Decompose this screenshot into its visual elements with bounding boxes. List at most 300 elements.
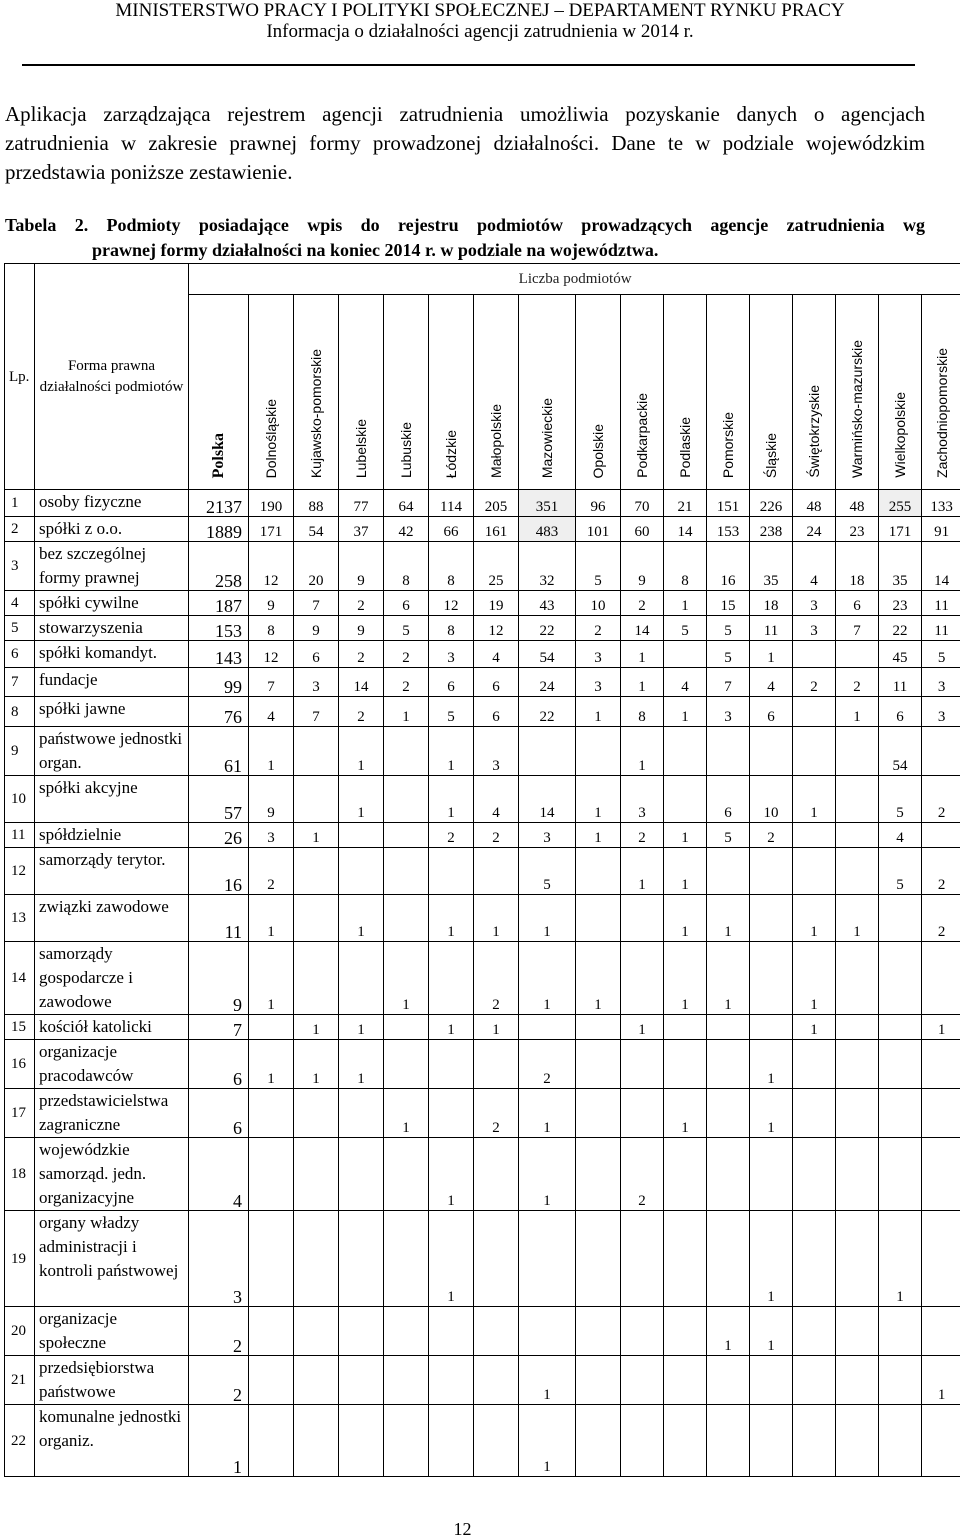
row-legal-form: spółdzielnie — [35, 823, 189, 848]
row-number: 6 — [5, 641, 35, 668]
cell-value — [922, 1307, 960, 1356]
cell-value: 3 — [576, 668, 621, 697]
cell-value: 1 — [750, 1040, 793, 1089]
cell-value: 2 — [339, 591, 384, 616]
cell-value: 1 — [429, 1015, 474, 1040]
cell-value — [664, 1040, 707, 1089]
cell-value — [836, 1405, 879, 1477]
cell-value — [793, 1089, 836, 1138]
row-number: 7 — [5, 668, 35, 697]
cell-value: 5 — [879, 776, 922, 823]
cell-value — [576, 895, 621, 942]
cell-value — [664, 1356, 707, 1405]
table-row — [5, 1211, 960, 1307]
table-row — [5, 727, 960, 776]
column-header-label: Lubelskie — [352, 419, 370, 478]
column-header-label: Śląskie — [762, 433, 780, 478]
cell-value: 18 — [750, 591, 793, 616]
cell-value — [519, 1015, 576, 1040]
cell-value: 7 — [294, 591, 339, 616]
cell-value: 1 — [793, 895, 836, 942]
cell-value — [621, 1211, 664, 1307]
column-header-label: Polska — [210, 433, 228, 478]
cell-value — [836, 848, 879, 895]
cell-value — [793, 1307, 836, 1356]
cell-value: 4 — [474, 776, 519, 823]
cell-value — [474, 1040, 519, 1089]
cell-value: 1 — [621, 848, 664, 895]
row-legal-form: spółki z o.o. — [35, 517, 189, 542]
cell-value — [576, 1089, 621, 1138]
cell-value — [750, 895, 793, 942]
cell-value: 5 — [707, 641, 750, 668]
cell-value: 35 — [750, 542, 793, 591]
row-number: 9 — [5, 727, 35, 776]
cell-value — [576, 1307, 621, 1356]
cell-value — [836, 1138, 879, 1211]
row-number: 13 — [5, 895, 35, 942]
row-number: 11 — [5, 823, 35, 848]
cell-value: 1 — [750, 1211, 793, 1307]
cell-value — [922, 1089, 960, 1138]
cell-value: 88 — [294, 490, 339, 517]
cell-value: 7 — [707, 668, 750, 697]
row-number: 19 — [5, 1211, 35, 1307]
cell-value — [707, 848, 750, 895]
column-header-label: Podlaskie — [676, 417, 694, 478]
cell-value — [922, 1040, 960, 1089]
row-legal-form: państwowe jednostki organ. — [35, 727, 189, 776]
column-header — [707, 295, 750, 490]
cell-value — [879, 1015, 922, 1040]
cell-value: 238 — [750, 517, 793, 542]
report-subtitle: Informacja o działalności agencji zatrudnienia w 2014 r. — [0, 22, 960, 42]
cell-value — [793, 1356, 836, 1405]
cell-value: 1 — [922, 1356, 960, 1405]
row-number: 12 — [5, 848, 35, 895]
cell-value: 6 — [750, 697, 793, 727]
cell-value: 1 — [879, 1211, 922, 1307]
cell-value — [707, 1405, 750, 1477]
row-legal-form: wojewódzkie samorząd. jedn. organizacyjne — [35, 1138, 189, 1211]
cell-value: 20 — [294, 542, 339, 591]
cell-value: 24 — [793, 517, 836, 542]
cell-value: 5 — [879, 848, 922, 895]
column-header — [664, 295, 707, 490]
cell-value — [339, 1138, 384, 1211]
cell-polska: 76 — [189, 697, 249, 727]
cell-value: 77 — [339, 490, 384, 517]
cell-value: 16 — [707, 542, 750, 591]
cell-value — [621, 1405, 664, 1477]
cell-value: 1 — [664, 848, 707, 895]
cell-value: 14 — [664, 517, 707, 542]
cell-value — [793, 1211, 836, 1307]
cell-value: 5 — [519, 848, 576, 895]
cell-value: 11 — [879, 668, 922, 697]
column-header — [474, 295, 519, 490]
cell-value: 8 — [429, 616, 474, 641]
cell-value — [384, 823, 429, 848]
cell-value: 37 — [339, 517, 384, 542]
cell-value — [836, 1015, 879, 1040]
table-row — [5, 1015, 960, 1040]
row-number: 15 — [5, 1015, 35, 1040]
cell-value: 1 — [339, 1015, 384, 1040]
cell-value: 1 — [519, 1356, 576, 1405]
cell-value — [384, 1015, 429, 1040]
cell-polska: 26 — [189, 823, 249, 848]
table-row — [5, 668, 960, 697]
cell-value — [339, 1307, 384, 1356]
cell-value: 3 — [474, 727, 519, 776]
column-header — [519, 295, 576, 490]
cell-value: 1 — [519, 1405, 576, 1477]
cell-value: 3 — [249, 823, 294, 848]
column-header — [249, 295, 294, 490]
cell-value: 22 — [519, 616, 576, 641]
cell-value: 1 — [249, 895, 294, 942]
cell-value: 1 — [621, 641, 664, 668]
cell-value — [750, 1356, 793, 1405]
cell-value — [879, 1089, 922, 1138]
cell-value: 3 — [707, 697, 750, 727]
cell-value — [836, 1040, 879, 1089]
cell-value: 2 — [576, 616, 621, 641]
row-number: 22 — [5, 1405, 35, 1477]
row-legal-form: przedstawicielstwa zagraniczne — [35, 1089, 189, 1138]
cell-value: 1 — [576, 823, 621, 848]
row-legal-form: spółki jawne — [35, 697, 189, 727]
column-header-label: Dolnośląskie — [262, 399, 280, 478]
cell-value: 4 — [750, 668, 793, 697]
cell-value — [664, 1405, 707, 1477]
cell-value: 66 — [429, 517, 474, 542]
cell-value: 18 — [836, 542, 879, 591]
cell-value — [429, 1040, 474, 1089]
table-row — [5, 1138, 960, 1211]
table-row — [5, 591, 960, 616]
cell-value: 4 — [664, 668, 707, 697]
cell-value: 1 — [519, 1138, 576, 1211]
cell-value: 1 — [793, 776, 836, 823]
cell-value: 6 — [384, 591, 429, 616]
column-header — [836, 295, 879, 490]
cell-value — [384, 1138, 429, 1211]
cell-value — [576, 1015, 621, 1040]
cell-value: 5 — [707, 616, 750, 641]
cell-value: 4 — [793, 542, 836, 591]
page-number: 12 — [0, 1519, 925, 1540]
cell-value — [750, 1138, 793, 1211]
cell-value: 11 — [922, 591, 960, 616]
cell-value: 25 — [474, 542, 519, 591]
cell-value — [793, 641, 836, 668]
cell-value: 9 — [621, 542, 664, 591]
cell-value: 3 — [519, 823, 576, 848]
cell-value — [922, 727, 960, 776]
row-legal-form: samorządy terytor. — [35, 848, 189, 895]
cell-value: 190 — [249, 490, 294, 517]
cell-value — [429, 848, 474, 895]
cell-value — [339, 1405, 384, 1477]
column-header — [750, 295, 793, 490]
cell-polska: 6 — [189, 1040, 249, 1089]
cell-value: 2 — [621, 823, 664, 848]
cell-value — [294, 727, 339, 776]
cell-value: 2 — [922, 776, 960, 823]
cell-polska: 11 — [189, 895, 249, 942]
column-header-label: Wielkopolskie — [891, 392, 909, 478]
cell-value — [429, 942, 474, 1015]
cell-value: 151 — [707, 490, 750, 517]
column-header-label: Kujawsko-pomorskie — [307, 349, 325, 478]
cell-value: 3 — [621, 776, 664, 823]
cell-value: 19 — [474, 591, 519, 616]
cell-value — [707, 1138, 750, 1211]
row-legal-form: stowarzyszenia — [35, 616, 189, 641]
row-legal-form: spółki komandyt. — [35, 641, 189, 668]
cell-value: 1 — [664, 1089, 707, 1138]
table-row — [5, 1040, 960, 1089]
column-header-label: Małopolskie — [487, 404, 505, 478]
cell-value: 1 — [384, 942, 429, 1015]
cell-value — [707, 1089, 750, 1138]
table-row — [5, 517, 960, 542]
cell-value: 43 — [519, 591, 576, 616]
cell-value — [474, 1356, 519, 1405]
cell-value: 1 — [519, 895, 576, 942]
cell-value — [664, 727, 707, 776]
cell-polska: 99 — [189, 668, 249, 697]
cell-value: 54 — [294, 517, 339, 542]
column-header — [576, 295, 621, 490]
cell-value — [339, 848, 384, 895]
cell-value: 1 — [621, 668, 664, 697]
cell-value: 42 — [384, 517, 429, 542]
cell-polska: 4 — [189, 1138, 249, 1211]
cell-value: 1 — [836, 895, 879, 942]
table-row — [5, 616, 960, 641]
cell-value: 7 — [836, 616, 879, 641]
cell-value: 5 — [922, 641, 960, 668]
cell-value — [879, 1356, 922, 1405]
cell-value — [294, 776, 339, 823]
cell-value: 48 — [836, 490, 879, 517]
cell-polska: 258 — [189, 542, 249, 591]
cell-value: 1 — [249, 942, 294, 1015]
cell-value: 3 — [922, 697, 960, 727]
cell-value: 9 — [339, 616, 384, 641]
cell-value: 1 — [339, 1040, 384, 1089]
cell-value — [621, 895, 664, 942]
cell-value: 1 — [750, 1307, 793, 1356]
column-header-label: Świętokrzyskie — [805, 385, 823, 478]
cell-value — [384, 1307, 429, 1356]
cell-value — [836, 1307, 879, 1356]
cell-value: 15 — [707, 591, 750, 616]
cell-value — [294, 1211, 339, 1307]
cell-value — [793, 727, 836, 776]
cell-value — [384, 1356, 429, 1405]
cell-value: 14 — [922, 542, 960, 591]
cell-value — [836, 641, 879, 668]
cell-value — [750, 727, 793, 776]
cell-polska: 57 — [189, 776, 249, 823]
table-caption-line-2: prawnej formy działalności na koniec 2014 r. w podziale na województwa. — [5, 238, 925, 263]
cell-value: 7 — [249, 668, 294, 697]
cell-value: 1 — [922, 1015, 960, 1040]
cell-value: 226 — [750, 490, 793, 517]
table-row — [5, 1089, 960, 1138]
row-legal-form: fundacje — [35, 668, 189, 697]
cell-value — [339, 1211, 384, 1307]
cell-value: 1 — [339, 727, 384, 776]
cell-value: 1 — [429, 776, 474, 823]
column-header-label: Zachodniopomorskie — [933, 348, 951, 478]
cell-value — [793, 1040, 836, 1089]
cell-value: 22 — [879, 616, 922, 641]
cell-value — [707, 1211, 750, 1307]
cell-value: 171 — [249, 517, 294, 542]
row-number: 8 — [5, 697, 35, 727]
cell-value: 483 — [519, 517, 576, 542]
cell-value: 6 — [429, 668, 474, 697]
cell-value — [836, 1211, 879, 1307]
cell-value: 1 — [384, 1089, 429, 1138]
cell-value — [294, 942, 339, 1015]
cell-value: 1 — [664, 697, 707, 727]
cell-polska: 153 — [189, 616, 249, 641]
cell-value: 2 — [384, 668, 429, 697]
row-number: 5 — [5, 616, 35, 641]
column-header — [621, 295, 664, 490]
cell-value: 5 — [576, 542, 621, 591]
cell-value — [576, 1211, 621, 1307]
table-caption-line-1: Tabela 2. Podmioty posiadające wpis do rejestru podmiotów prowadzących agencje zatrudnienia wg — [5, 213, 925, 238]
cell-value — [707, 727, 750, 776]
cell-value: 45 — [879, 641, 922, 668]
cell-value — [384, 776, 429, 823]
cell-value — [294, 1405, 339, 1477]
cell-value — [707, 1040, 750, 1089]
cell-value — [294, 848, 339, 895]
cell-value — [879, 1405, 922, 1477]
cell-value: 1 — [707, 942, 750, 1015]
cell-value: 96 — [576, 490, 621, 517]
row-number: 2 — [5, 517, 35, 542]
cell-value — [294, 1089, 339, 1138]
row-number: 20 — [5, 1307, 35, 1356]
cell-value: 1 — [664, 895, 707, 942]
row-number: 10 — [5, 776, 35, 823]
cell-value: 5 — [384, 616, 429, 641]
cell-value — [384, 848, 429, 895]
row-legal-form: osoby fizyczne — [35, 490, 189, 517]
cell-value — [664, 1015, 707, 1040]
cell-value — [879, 1138, 922, 1211]
cell-value: 1 — [836, 697, 879, 727]
cell-polska: 16 — [189, 848, 249, 895]
cell-value — [664, 1307, 707, 1356]
cell-value: 2 — [339, 641, 384, 668]
cell-value: 1 — [793, 942, 836, 1015]
cell-value — [621, 942, 664, 1015]
cell-polska: 2 — [189, 1307, 249, 1356]
cell-value — [249, 1089, 294, 1138]
cell-polska: 9 — [189, 942, 249, 1015]
cell-value: 4 — [879, 823, 922, 848]
cell-value — [922, 942, 960, 1015]
row-legal-form: komunalne jednostki organiz. — [35, 1405, 189, 1477]
column-header-label: Mazowieckie — [538, 398, 556, 478]
cell-value — [474, 1405, 519, 1477]
cell-value: 114 — [429, 490, 474, 517]
cell-value: 1 — [249, 727, 294, 776]
row-legal-form: spółki cywilne — [35, 591, 189, 616]
cell-polska: 1889 — [189, 517, 249, 542]
cell-value — [474, 1211, 519, 1307]
cell-value — [793, 1138, 836, 1211]
cell-value — [664, 641, 707, 668]
cell-value: 54 — [519, 641, 576, 668]
cell-value — [836, 942, 879, 1015]
cell-value: 91 — [922, 517, 960, 542]
cell-value — [294, 895, 339, 942]
cell-value: 21 — [664, 490, 707, 517]
table-body — [5, 490, 960, 1477]
column-header — [922, 295, 960, 490]
table-row — [5, 942, 960, 1015]
cell-value: 1 — [474, 895, 519, 942]
cell-value: 14 — [519, 776, 576, 823]
cell-value — [879, 895, 922, 942]
column-header-label: Lubuskie — [397, 422, 415, 478]
cell-value — [429, 1307, 474, 1356]
cell-value: 1 — [621, 1015, 664, 1040]
cell-value: 1 — [429, 1138, 474, 1211]
cell-value: 2 — [621, 1138, 664, 1211]
intro-paragraph: Aplikacja zarządzająca rejestrem agencji zatrudnienia umożliwia pozyskanie danych o agencjach zatrudnienia w zakresie prawnej formy prowadzonej działalności. Dane te w podziale wojewódzkim przedstawia poniższe zestawienie. — [5, 100, 925, 187]
cell-value — [474, 1307, 519, 1356]
cell-value — [793, 697, 836, 727]
cell-value: 11 — [922, 616, 960, 641]
cell-value: 2 — [429, 823, 474, 848]
row-legal-form: organizacje społeczne — [35, 1307, 189, 1356]
cell-value: 101 — [576, 517, 621, 542]
cell-value: 3 — [793, 616, 836, 641]
cell-value — [836, 1356, 879, 1405]
cell-value: 1 — [429, 727, 474, 776]
cell-value — [474, 1138, 519, 1211]
row-legal-form: związki zawodowe — [35, 895, 189, 942]
column-header-label: Pomorskie — [719, 412, 737, 478]
column-header — [879, 295, 922, 490]
cell-value: 255 — [879, 490, 922, 517]
cell-value — [793, 848, 836, 895]
cell-value: 14 — [621, 616, 664, 641]
cell-value: 32 — [519, 542, 576, 591]
cell-value: 2 — [519, 1040, 576, 1089]
cell-value: 1 — [339, 895, 384, 942]
cell-value — [519, 1211, 576, 1307]
cell-value: 6 — [294, 641, 339, 668]
column-header-label: Podkarpackie — [633, 393, 651, 478]
cell-value — [384, 1211, 429, 1307]
cell-value — [621, 1356, 664, 1405]
cell-value: 1 — [750, 641, 793, 668]
cell-value: 5 — [664, 616, 707, 641]
